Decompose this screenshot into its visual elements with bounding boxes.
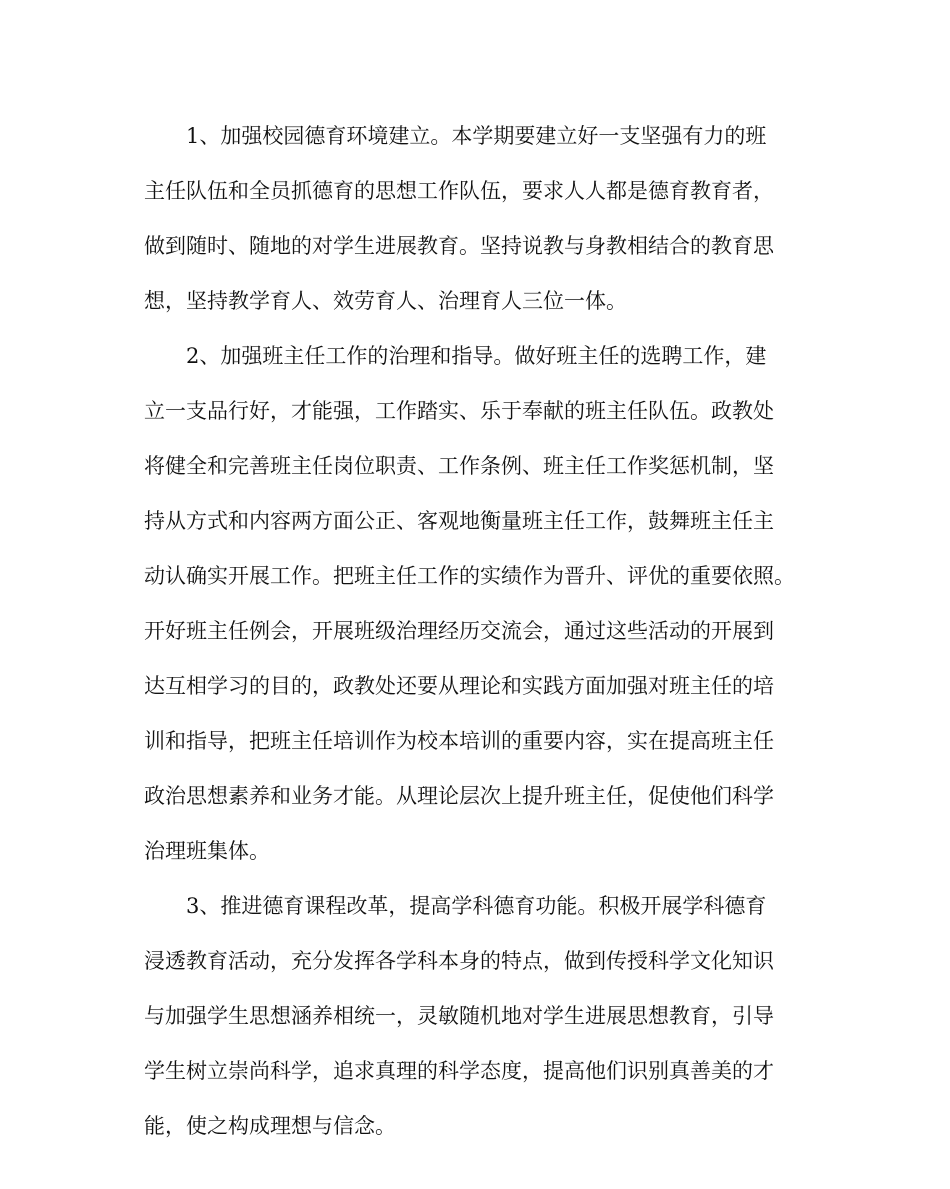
paragraph-2-line-10: 治理班集体。 xyxy=(144,839,270,863)
paragraph-2-line-5: 动认确实开展工作。把班主任工作的实绩作为晋升、评优的重要依照。 xyxy=(144,564,795,588)
document-body xyxy=(144,126,814,1171)
paragraph-2-line-7: 达互相学习的目的，政教处还要从理论和实践方面加强对班主任的培 xyxy=(144,674,774,698)
paragraph-3-line-4: 学生树立崇尚科学，追求真理的科学态度，提高他们识别真善美的才 xyxy=(144,1059,774,1083)
paragraph-3-line-3: 与加强学生思想涵养相统一，灵敏随机地对学生进展思想教育，引导 xyxy=(144,1004,774,1028)
paragraph-1-line-2: 主任队伍和全员抓德育的思想工作队伍，要求人人都是德育教育者， xyxy=(144,179,774,203)
paragraph-3-line-2: 浸透教育活动，充分发挥各学科本身的特点，做到传授科学文化知识 xyxy=(144,949,774,973)
paragraph-2-line-4: 持从方式和内容两方面公正、客观地衡量班主任工作，鼓舞班主任主 xyxy=(144,509,774,533)
paragraph-3-line-5: 能，使之构成理想与信念。 xyxy=(144,1114,396,1138)
paragraph-2-line-2: 立一支品行好，才能强，工作踏实、乐于奉献的班主任队伍。政教处 xyxy=(144,399,774,423)
paragraph-2-line-1: 2、加强班主任工作的治理和指导。做好班主任的选聘工作，建 xyxy=(186,344,767,368)
paragraph-1-line-1: 1、加强校园德育环境建立。本学期要建立好一支坚强有力的班 xyxy=(186,124,767,148)
paragraph-1-line-4: 想，坚持教学育人、效劳育人、治理育人三位一体。 xyxy=(144,289,627,313)
paragraph-2-line-6: 开好班主任例会，开展班级治理经历交流会，通过这些活动的开展到 xyxy=(144,619,774,643)
paragraph-2-line-3: 将健全和完善班主任岗位职责、工作条例、班主任工作奖惩机制，坚 xyxy=(144,454,774,478)
paragraph-3-line-1: 3、推进德育课程改革，提高学科德育功能。积极开展学科德育 xyxy=(186,894,767,918)
paragraph-2-line-8: 训和指导，把班主任培训作为校本培训的重要内容，实在提高班主任 xyxy=(144,729,774,753)
paragraph-1-line-3: 做到随时、随地的对学生进展教育。坚持说教与身教相结合的教育思 xyxy=(144,234,774,258)
paragraph-2-line-9: 政治思想素养和业务才能。从理论层次上提升班主任，促使他们科学 xyxy=(144,784,774,808)
